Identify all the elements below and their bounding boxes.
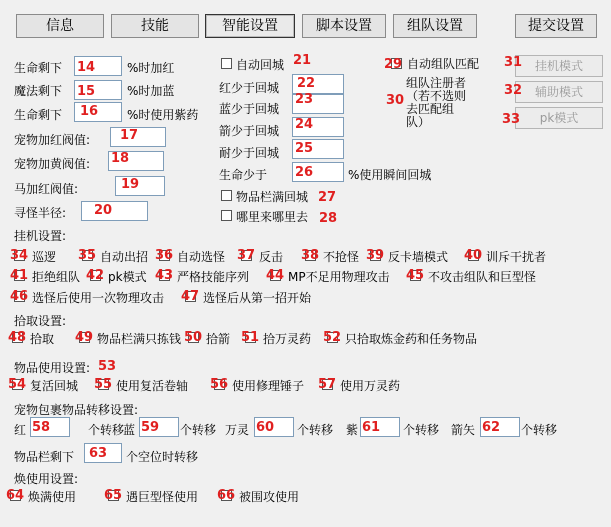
blue-return-label: 蓝少于回城	[219, 102, 280, 116]
auto-team-label: 自动组队匹配	[407, 57, 480, 71]
marker-59: 59	[141, 420, 160, 435]
hang-label-41: 拒绝组队	[32, 270, 81, 284]
item-use-settings-heading: 物品使用设置:	[14, 361, 91, 375]
transfer-suffix-62: 个转移	[521, 423, 558, 437]
hang-label-34: 巡逻	[32, 250, 57, 264]
marker-42: 42	[86, 268, 105, 283]
item-use-label-54: 复活回城	[30, 379, 79, 393]
hang-label-40: 训斥干扰者	[486, 250, 547, 264]
marker-45: 45	[406, 268, 425, 283]
marker-15: 15	[77, 84, 96, 99]
marker-53: 53	[98, 359, 117, 374]
marker-44: 44	[266, 268, 285, 283]
marker-58: 58	[32, 420, 51, 435]
transfer-label-58: 红	[14, 423, 27, 437]
hp-red-label: 生命剩下	[14, 61, 63, 75]
marker-56: 56	[210, 377, 229, 392]
pickup-settings-heading: 拾取设置:	[14, 314, 67, 328]
team-reg-line2: （若不选则	[406, 89, 467, 103]
marker-61: 61	[362, 420, 381, 435]
arrow-return-label: 箭少于回城	[219, 124, 280, 138]
pet-yellow-label: 宠物加黄阀值:	[14, 157, 91, 171]
bag-full-return-checkbox[interactable]	[221, 190, 232, 201]
hp-teleport-label: 生命少于	[219, 168, 268, 182]
marker-31: 31	[504, 55, 523, 70]
transfer-label-60: 万灵	[225, 423, 250, 437]
marker-38: 38	[301, 248, 320, 263]
transfer-label-61: 紫	[346, 423, 359, 437]
marker-62: 62	[482, 420, 501, 435]
transfer-suffix-61: 个转移	[403, 423, 440, 437]
hang-label-38: 不抢怪	[323, 250, 360, 264]
tab-script-settings[interactable]: 脚本设置	[302, 14, 386, 38]
search-radius-label: 寻怪半径:	[14, 206, 67, 220]
horse-red-label: 马加红阀值:	[14, 182, 79, 196]
mp-blue-suffix: %时加蓝	[127, 84, 175, 98]
marker-24: 24	[295, 117, 314, 132]
marker-18: 18	[111, 151, 130, 166]
hp-purple-label: 生命剩下	[14, 108, 63, 122]
tab-skills[interactable]: 技能	[111, 14, 199, 38]
tab-info[interactable]: 信息	[16, 14, 104, 38]
pickup-label-49: 物品栏满只拣钱	[97, 332, 182, 346]
mp-blue-label: 魔法剩下	[14, 84, 63, 98]
marker-36: 36	[155, 248, 174, 263]
transfer-suffix-58: 个转移	[88, 423, 125, 437]
marker-40: 40	[464, 248, 483, 263]
bag-full-return-label: 物品栏满回城	[236, 190, 309, 204]
marker-17: 17	[120, 128, 139, 143]
marker-66: 66	[217, 488, 236, 503]
pickup-label-50: 拾箭	[206, 332, 231, 346]
bag-left-suffix: 个空位时转移	[126, 450, 199, 464]
marker-27: 27	[318, 190, 337, 205]
marker-49: 49	[75, 330, 94, 345]
hang-label-47: 选怪后从第一招开始	[203, 291, 312, 305]
transfer-label-59: 蓝	[123, 423, 136, 437]
bag-left-label: 物品栏剩下	[14, 450, 75, 464]
hang-label-46: 选怪后使用一次物理攻击	[32, 291, 165, 305]
hang-label-39: 反卡墙模式	[388, 250, 449, 264]
marker-50: 50	[184, 330, 203, 345]
transfer-suffix-59: 个转移	[180, 423, 217, 437]
marker-21: 21	[293, 53, 312, 68]
marker-47: 47	[181, 289, 200, 304]
team-reg-line4: 队）	[406, 115, 431, 129]
marker-43: 43	[155, 268, 174, 283]
auto-return-label: 自动回城	[236, 58, 285, 72]
marker-64: 64	[6, 488, 25, 503]
hang-mode-button[interactable]: 挂机模式	[515, 55, 603, 77]
marker-29: 29	[384, 57, 403, 72]
marker-19: 19	[121, 177, 140, 192]
transfer-settings-heading: 宠物包裹物品转移设置:	[14, 403, 139, 417]
hp-red-suffix: %时加红	[127, 61, 175, 75]
assist-mode-button[interactable]: 辅助模式	[515, 81, 603, 103]
hang-label-42: pk模式	[108, 270, 147, 284]
marker-63: 63	[89, 446, 108, 461]
item-use-label-56: 使用修理锤子	[232, 379, 305, 393]
marker-16: 16	[80, 104, 99, 119]
marker-41: 41	[10, 268, 29, 283]
hang-label-44: MP不足用物理攻击	[288, 270, 390, 284]
transfer-label-62: 箭矢	[451, 423, 476, 437]
marker-54: 54	[8, 377, 27, 392]
swap-settings-heading: 焕使用设置:	[14, 472, 79, 486]
team-reg-line1: 组队注册者	[406, 76, 467, 90]
marker-30: 30	[386, 93, 405, 108]
marker-20: 20	[94, 203, 113, 218]
marker-65: 65	[104, 488, 123, 503]
marker-46: 46	[10, 289, 29, 304]
marker-37: 37	[237, 248, 256, 263]
hang-label-37: 反击	[259, 250, 284, 264]
hang-label-36: 自动选怪	[177, 250, 226, 264]
search-radius-input[interactable]	[81, 201, 148, 221]
submit-settings-button[interactable]: 提交设置	[515, 14, 597, 38]
durability-return-label: 耐少于回城	[219, 146, 280, 160]
tab-team-settings[interactable]: 组队设置	[393, 14, 477, 38]
marker-22: 22	[297, 76, 316, 91]
pickup-label-52: 只拾取炼金药和任务物品	[345, 332, 478, 346]
come-back-checkbox[interactable]	[221, 210, 232, 221]
transfer-suffix-60: 个转移	[297, 423, 334, 437]
team-reg-line3: 去匹配组	[406, 102, 455, 116]
marker-33: 33	[502, 112, 521, 127]
auto-return-checkbox[interactable]	[221, 58, 232, 69]
marker-25: 25	[295, 141, 314, 156]
marker-52: 52	[323, 330, 342, 345]
pk-mode-button[interactable]: pk模式	[515, 107, 603, 129]
marker-48: 48	[8, 330, 27, 345]
pickup-label-48: 拾取	[30, 332, 55, 346]
marker-51: 51	[241, 330, 260, 345]
marker-32: 32	[504, 83, 523, 98]
marker-60: 60	[256, 420, 275, 435]
swap-label-64: 焕满使用	[28, 490, 77, 504]
marker-57: 57	[318, 377, 337, 392]
hang-settings-heading: 挂机设置:	[14, 229, 67, 243]
item-use-label-55: 使用复活卷轴	[116, 379, 189, 393]
come-back-label: 哪里来哪里去	[236, 210, 309, 224]
pickup-label-51: 拾万灵药	[263, 332, 312, 346]
marker-55: 55	[94, 377, 113, 392]
marker-34: 34	[10, 248, 29, 263]
marker-23: 23	[295, 92, 314, 107]
marker-35: 35	[78, 248, 97, 263]
pet-red-label: 宠物加红阀值:	[14, 133, 91, 147]
hang-label-43: 严格技能序列	[177, 270, 250, 284]
swap-label-65: 遇巨型怪使用	[126, 490, 199, 504]
red-return-label: 红少于回城	[219, 81, 280, 95]
hang-label-45: 不攻击组队和巨型怪	[428, 270, 537, 284]
marker-28: 28	[319, 211, 338, 226]
marker-26: 26	[295, 165, 314, 180]
marker-39: 39	[366, 248, 385, 263]
hp-purple-suffix: %时使用紫药	[127, 108, 199, 122]
tab-smart-settings[interactable]: 智能设置	[205, 14, 295, 38]
item-use-label-57: 使用万灵药	[340, 379, 401, 393]
hang-label-35: 自动出招	[100, 250, 149, 264]
marker-14: 14	[77, 60, 96, 75]
hp-teleport-suffix: %使用瞬间回城	[348, 168, 432, 182]
swap-label-66: 被围攻使用	[239, 490, 300, 504]
